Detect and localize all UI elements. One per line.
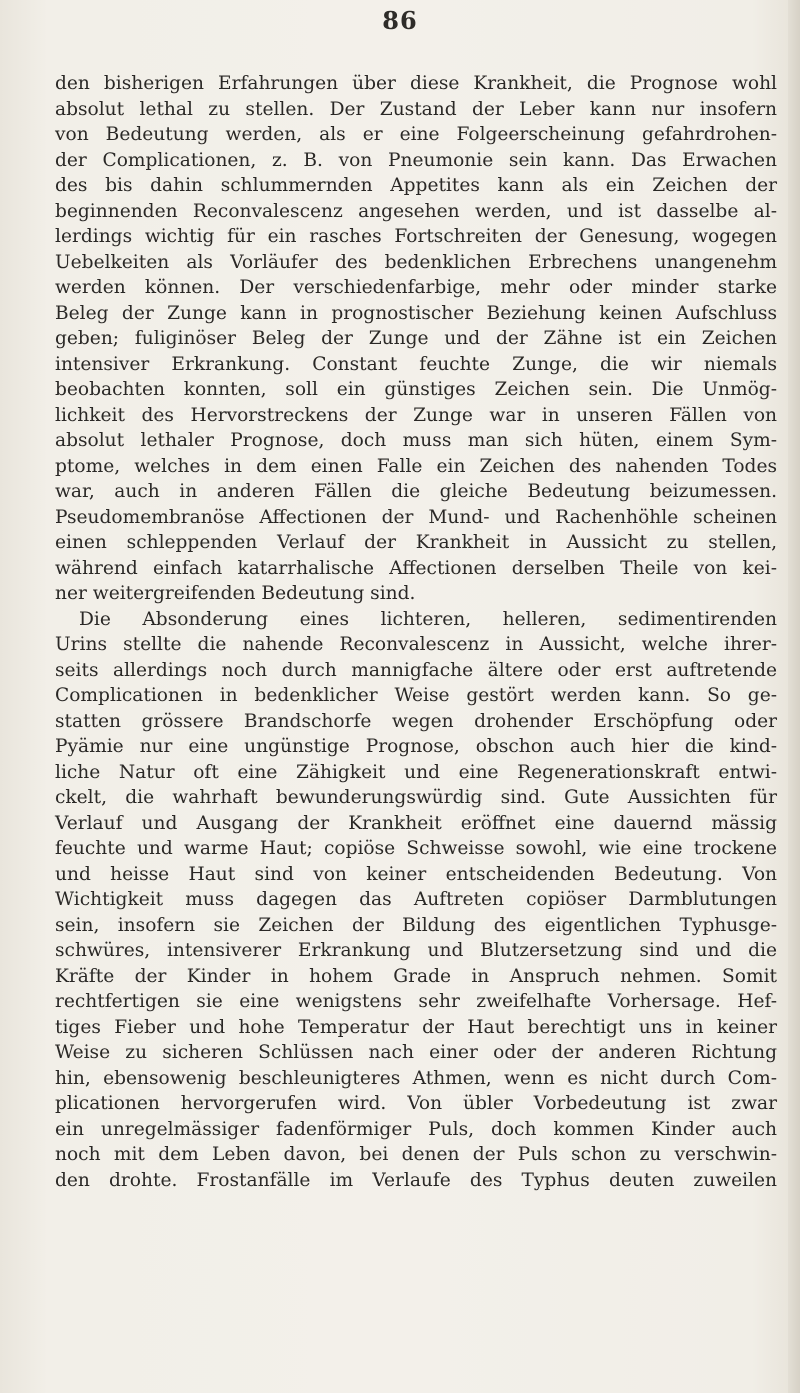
page-edge xyxy=(788,0,800,1393)
text-line: Wichtigkeit muss dagegen das Auftreten copiöser Darmblutungen xyxy=(55,889,777,910)
text-line: und heisse Haut sind von keiner entscheidenden Bedeutung. Von xyxy=(55,863,777,885)
body-text xyxy=(55,71,777,1193)
text-line: Verlauf und Ausgang der Krankheit eröffnet eine dauernd mässig xyxy=(55,812,777,834)
text-line: werden können. Der verschiedenfarbige, mehr oder minder starke xyxy=(55,277,777,298)
page-number: 86 xyxy=(382,6,418,35)
text-line: schwüres, intensiverer Erkrankung und Blutzersetzung sind und die xyxy=(55,940,777,961)
text-line: seits allerdings noch durch mannigfache ältere oder erst auftretende xyxy=(55,659,777,681)
text-line: rechtfertigen sie eine wenigstens sehr zweifelhafte Vorhersage. Hef- xyxy=(55,991,777,1012)
text-line: noch mit dem Leben davon, bei denen der Puls schon zu verschwin- xyxy=(55,1144,777,1165)
text-line: Urins stellte die nahende Reconvalescenz in Aussicht, welche ihrer- xyxy=(55,634,777,655)
text-line: liche Natur oft eine Zähigkeit und eine Regenerationskraft entwi- xyxy=(55,761,777,783)
text-line: Kräfte der Kinder in hohem Grade in Anspruch nehmen. Somit xyxy=(55,965,777,987)
text-line: Beleg der Zunge kann in prognostischer Beziehung keinen Aufschluss xyxy=(55,302,777,324)
text-line: ein unregelmässiger fadenförmiger Puls, doch kommen Kinder auch xyxy=(55,1118,777,1140)
text-line: intensiver Erkrankung. Constant feuchte Zunge, die wir niemals xyxy=(55,353,777,375)
text-line: den drohte. Frostanfälle im Verlaufe des Typhus deuten zuweilen xyxy=(55,1169,777,1191)
text-line: sein, insofern sie Zeichen der Bildung des eigentlichen Typhusge- xyxy=(55,914,777,936)
text-line: geben; fuliginöser Beleg der Zunge und der Zähne ist ein Zeichen xyxy=(55,328,777,349)
text-line: des bis dahin schlummernden Appetites kann als ein Zeichen der xyxy=(55,175,777,196)
text-line: beobachten konnten, soll ein günstiges Zeichen sein. Die Unmög- xyxy=(55,379,777,400)
text-line: plicationen hervorgerufen wird. Von übler Vorbedeutung ist zwar xyxy=(55,1093,777,1114)
text-line: tiges Fieber und hohe Temperatur der Haut berechtigt uns in keiner xyxy=(55,1016,777,1038)
text-line: absolut lethaler Prognose, doch muss man sich hüten, einem Sym- xyxy=(55,430,777,451)
text-line: Pyämie nur eine ungünstige Prognose, obschon auch hier die kind- xyxy=(55,736,777,757)
text-line: absolut lethal zu stellen. Der Zustand der Leber kann nur insofern xyxy=(55,98,777,120)
text-line: lichkeit des Hervorstreckens der Zunge war in unseren Fällen von xyxy=(55,404,777,426)
text-line: beginnenden Reconvalescenz angesehen werden, und ist dasselbe al- xyxy=(55,200,777,222)
text-line: von Bedeutung werden, als er eine Folgeerscheinung gefahrdrohen- xyxy=(55,124,777,145)
text-line: während einfach katarrhalische Affectionen derselben Theile von kei- xyxy=(55,557,777,579)
text-line: ckelt, die wahrhaft bewunderungswürdig sind. Gute Aussichten für xyxy=(55,787,777,808)
text-line: hin, ebensowenig beschleunigteres Athmen, wenn es nicht durch Com- xyxy=(55,1067,777,1089)
text-line: statten grössere Brandschorfe wegen drohender Erschöpfung oder xyxy=(55,710,777,732)
text-line: ner weitergreifenden Bedeutung sind. xyxy=(55,583,416,604)
text-line: Uebelkeiten als Vorläufer des bedenklichen Erbrechens unangenehm xyxy=(55,251,777,273)
text-line: der Complicationen, z. B. von Pneumonie sein kann. Das Erwachen xyxy=(55,149,777,171)
text-line: Weise zu sicheren Schlüssen nach einer oder der anderen Richtung xyxy=(55,1042,777,1063)
text-line: ptome, welches in dem einen Falle ein Zeichen des nahenden Todes xyxy=(55,455,777,477)
text-line: einen schleppenden Verlauf der Krankheit in Aussicht zu stellen, xyxy=(55,532,777,553)
text-line: Pseudomembranöse Affectionen der Mund- und Rachenhöhle scheinen xyxy=(55,506,777,528)
text-line: den bisherigen Erfahrungen über diese Krankheit, die Prognose wohl xyxy=(55,73,777,94)
text-line: lerdings wichtig für ein rasches Fortschreiten der Genesung, wogegen xyxy=(55,226,777,247)
text-line: Die Absonderung eines lichteren, helleren, sedimentirenden xyxy=(79,608,777,630)
text-line: Complicationen in bedenklicher Weise gestört werden kann. So ge- xyxy=(55,685,777,706)
text-line: war, auch in anderen Fällen die gleiche Bedeutung beizumessen. xyxy=(55,481,777,502)
text-line: feuchte und warme Haut; copiöse Schweisse sowohl, wie eine trockene xyxy=(55,838,777,859)
